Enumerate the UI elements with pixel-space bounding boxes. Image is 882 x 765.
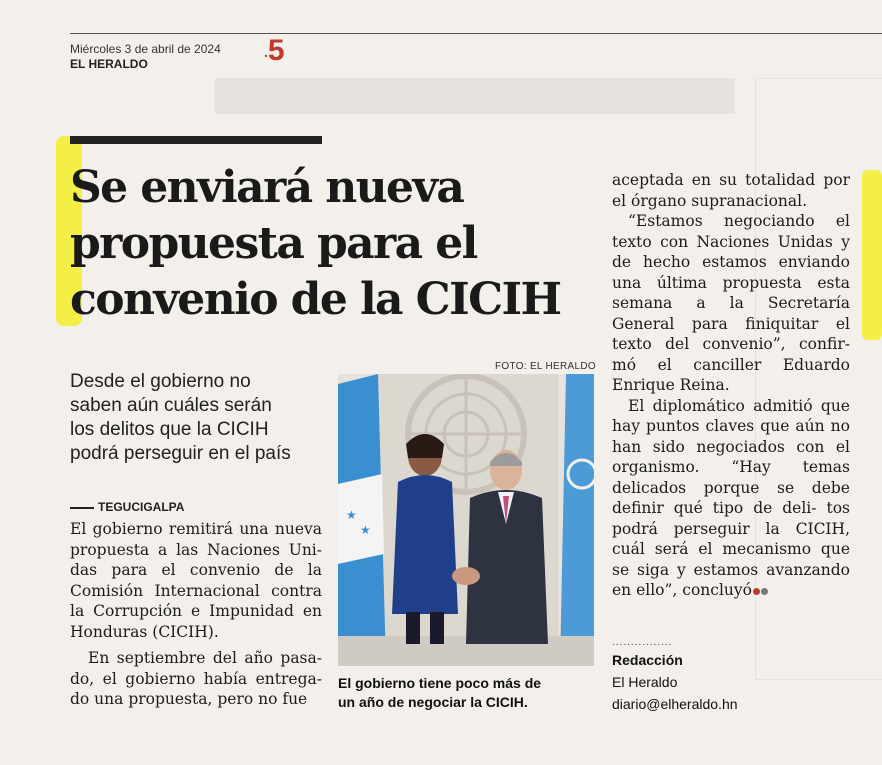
text-line: la Corrupción e Impunidad en <box>70 602 322 620</box>
page-number <box>264 34 285 68</box>
text-line: Enrique Reina. <box>612 376 730 394</box>
text-line: Comisión Internacional contra <box>70 581 322 600</box>
signature-rule: ................ <box>612 637 673 648</box>
text-line: General para finiquitar el <box>612 314 850 333</box>
text-line: con el organismo. “Hay <box>612 437 850 476</box>
text-line: El diplomático admitió <box>628 396 813 415</box>
caption-line: un año de negociar la CICIH. <box>338 694 528 710</box>
subhead-line: podrá perseguir en el país <box>70 443 291 464</box>
subhead-line: saben aún cuáles serán <box>70 395 272 416</box>
article-body-column-3 <box>612 170 850 601</box>
end-mark-dot-icon <box>761 588 768 595</box>
byline-organization: El Heraldo <box>612 674 678 690</box>
photo-illustration <box>338 374 594 666</box>
photo-credit: FOTO: EL HERALDO <box>495 361 596 372</box>
text-line: cuál será el mecanismo que <box>612 540 850 558</box>
header-top-rule <box>70 33 882 34</box>
text-line: temas delicados porque se <box>612 458 850 497</box>
dateline <box>70 500 184 514</box>
honduras-flag-icon <box>338 374 386 666</box>
header-date: Miércoles 3 de abril de 2024 <box>70 42 221 56</box>
svg-text:★: ★ <box>360 523 371 537</box>
text-line: “Estamos negociando el <box>628 212 850 230</box>
text-line: Honduras (CICIH). <box>70 622 219 641</box>
paragraph <box>70 519 322 642</box>
byline-email: diario@elheraldo.hn <box>612 696 738 712</box>
caption-line: El gobierno tiene poco más de <box>338 675 542 691</box>
text-line: que hay puntos claves que <box>612 396 850 435</box>
text-line: propuesta a las Naciones Uni- <box>70 540 322 559</box>
text-line: El gobierno remitirá una nueva <box>70 520 322 538</box>
text-line: texto del convenio”, confir- <box>612 335 850 353</box>
text-line: do una propuesta, pero no fue <box>70 690 308 708</box>
dateline-city: TEGUCIGALPA <box>98 500 185 514</box>
text-line: una última propuesta esta <box>612 273 850 292</box>
headline-line: propuesta para el <box>70 218 477 269</box>
text-line: das para el convenio de la <box>70 561 322 579</box>
text-line: semana a la Secretaría <box>612 294 850 312</box>
text-line: el órgano supranacional. <box>612 191 808 210</box>
text-line: texto con Naciones Unidas y <box>612 232 850 251</box>
text-line: aún no han sido negociados <box>612 417 850 456</box>
text-line: do, el gobierno había entrega- <box>70 669 322 688</box>
header-newspaper-name: EL HERALDO <box>70 57 148 71</box>
photo-caption <box>338 674 600 712</box>
paragraph <box>612 170 850 211</box>
article-body-column-1 <box>70 519 322 710</box>
article-photo <box>338 374 594 666</box>
byline-name: Redacción <box>612 652 683 668</box>
text-line: se siga y estamos avanzando <box>612 560 850 579</box>
dateline-rule <box>70 507 94 509</box>
article-subhead <box>70 370 335 466</box>
page-number-value: 5 <box>267 34 285 67</box>
handshake-figure <box>452 567 480 585</box>
headline-kicker-bar <box>70 136 322 144</box>
text-line: tos podrá perseguir la CICIH, <box>612 499 850 538</box>
page-number-dot: . <box>264 44 268 61</box>
paragraph <box>612 211 850 396</box>
text-line: En septiembre del año pasa- <box>88 649 322 667</box>
headline-line: convenio de la CICIH <box>70 274 561 325</box>
subhead-line: Desde el gobierno no <box>70 371 251 392</box>
paragraph <box>612 396 850 601</box>
end-mark-dot-icon <box>753 588 760 595</box>
subhead-line: los delitos que la CICIH <box>70 419 269 440</box>
text-line: mó el canciller Eduardo <box>612 355 850 374</box>
highlighter-mark-right <box>862 170 882 340</box>
paragraph <box>70 648 322 710</box>
headline-line: Se enviará nueva <box>70 162 464 213</box>
bleed-through-banner <box>215 78 735 114</box>
text-line: aceptada en su totalidad por <box>612 171 850 189</box>
svg-text:★: ★ <box>346 508 357 522</box>
text-line: de hecho estamos enviando <box>612 253 850 271</box>
text-line: debe definir qué tipo de deli- <box>612 478 850 517</box>
article-headline <box>70 160 600 328</box>
text-line: en ello”, concluyó <box>612 581 752 599</box>
